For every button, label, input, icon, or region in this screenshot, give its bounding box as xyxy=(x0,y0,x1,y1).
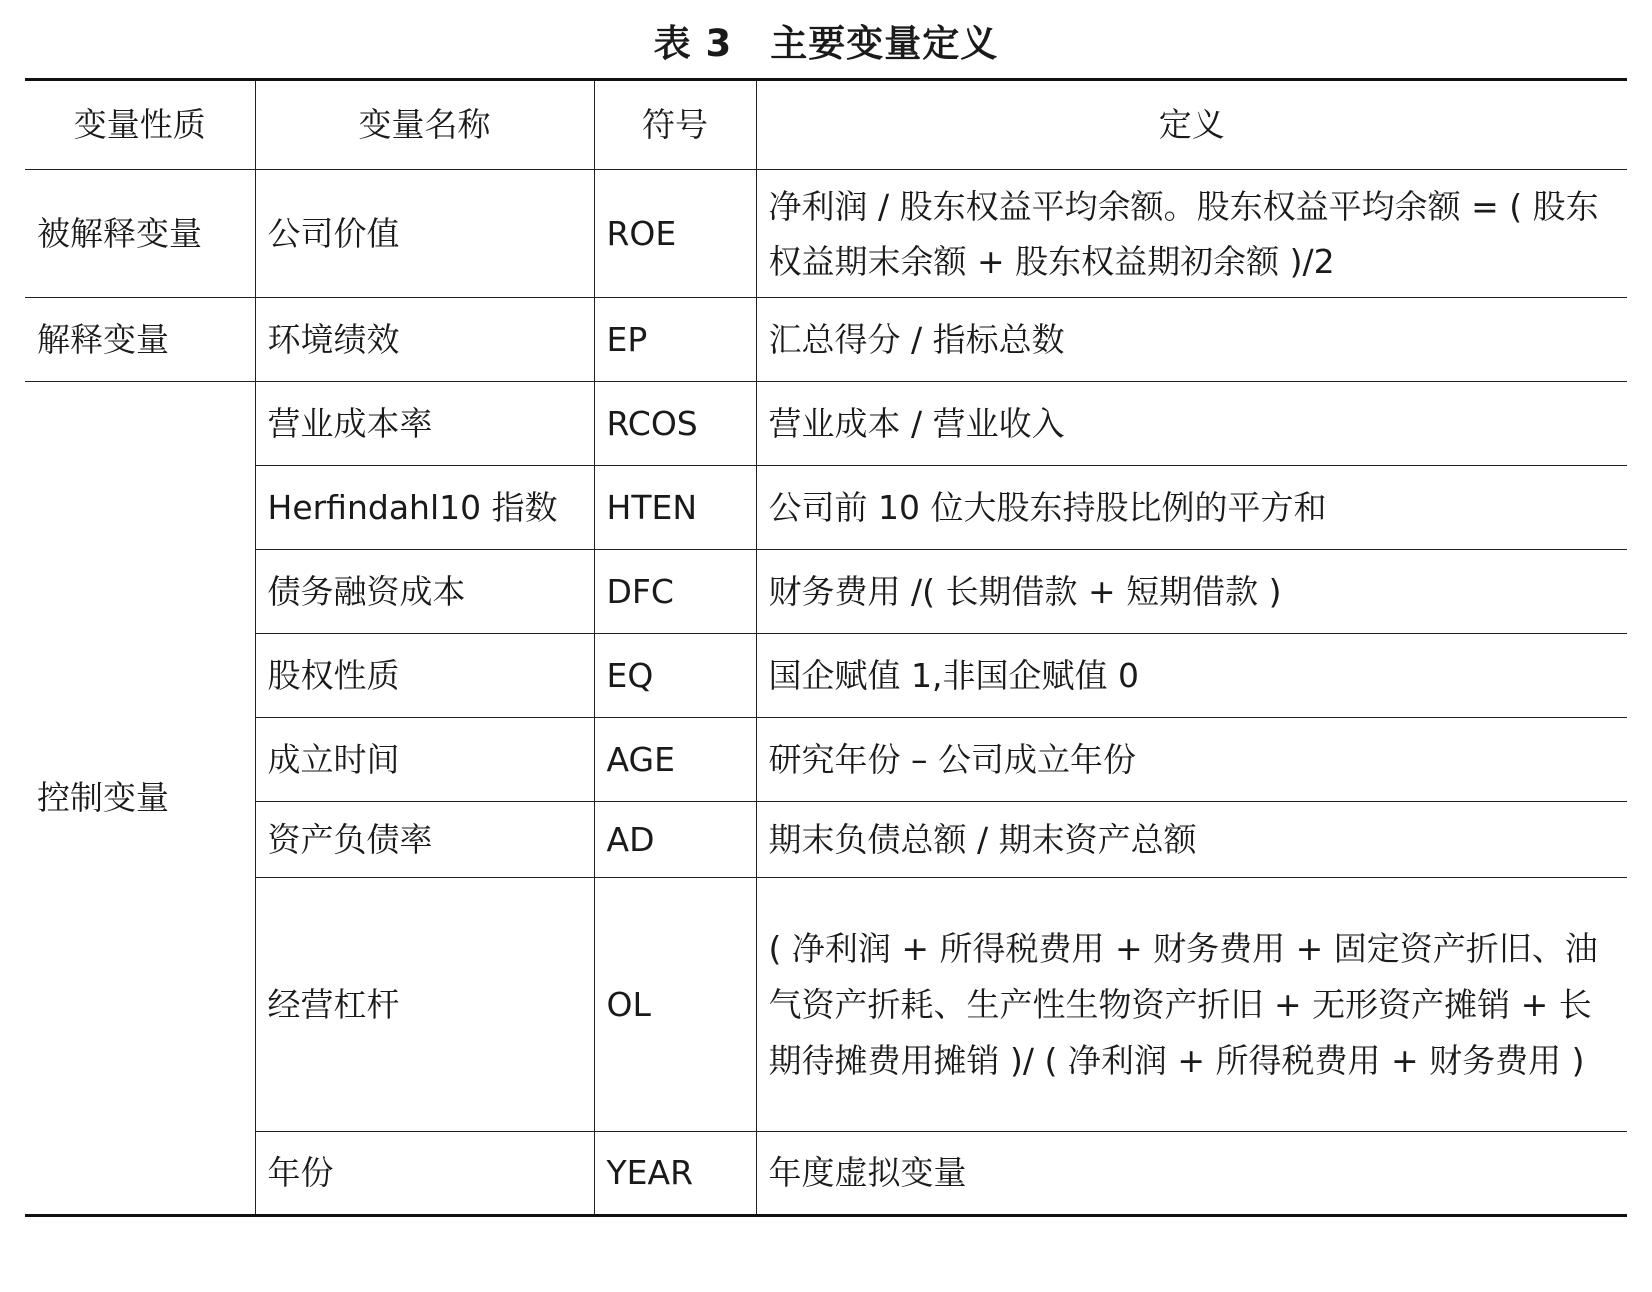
header-definition: 定义 xyxy=(756,80,1627,170)
variable-definition: 年度虚拟变量 xyxy=(756,1132,1627,1216)
variable-name: Herfindahl10 指数 xyxy=(255,466,594,550)
variable-name: 资产负债率 xyxy=(255,802,594,878)
header-name: 变量名称 xyxy=(255,80,594,170)
variable-definition: 研究年份 – 公司成立年份 xyxy=(756,718,1627,802)
header-symbol: 符号 xyxy=(594,80,756,170)
variable-name: 经营杠杆 xyxy=(255,878,594,1132)
header-nature: 变量性质 xyxy=(25,80,255,170)
table-row xyxy=(25,802,1627,878)
variable-symbol: ROE xyxy=(594,170,756,298)
table-row xyxy=(25,170,1627,298)
group-explanatory: 解释变量 xyxy=(25,298,255,382)
table-row xyxy=(25,466,1627,550)
table-row xyxy=(25,298,1627,382)
variable-name: 环境绩效 xyxy=(255,298,594,382)
variable-definition: 国企赋值 1,非国企赋值 0 xyxy=(756,634,1627,718)
variable-name: 营业成本率 xyxy=(255,382,594,466)
variable-name: 债务融资成本 xyxy=(255,550,594,634)
variable-name: 成立时间 xyxy=(255,718,594,802)
variable-definition: ( 净利润 + 所得税费用 + 财务费用 + 固定资产折旧、油气资产折耗、生产性生物资产折旧 + 无形资产摊销 + 长期待摊费用摊销 )/ ( 净利润 + 所得税费用 + 财务费用 ) xyxy=(756,878,1627,1132)
variable-symbol: HTEN xyxy=(594,466,756,550)
variable-symbol: OL xyxy=(594,878,756,1132)
table-row xyxy=(25,878,1627,1132)
group-control: 控制变量 xyxy=(25,382,255,1216)
variable-symbol: DFC xyxy=(594,550,756,634)
variable-symbol: EQ xyxy=(594,634,756,718)
variable-definition: 期末负债总额 / 期末资产总额 xyxy=(756,802,1627,878)
variable-definition: 净利润 / 股东权益平均余额。股东权益平均余额 = ( 股东权益期末余额 + 股东权益期初余额 )/2 xyxy=(756,170,1627,298)
variable-symbol: RCOS xyxy=(594,382,756,466)
variable-symbol: AD xyxy=(594,802,756,878)
variable-definition: 公司前 10 位大股东持股比例的平方和 xyxy=(756,466,1627,550)
variable-symbol: EP xyxy=(594,298,756,382)
variable-definition-table xyxy=(25,78,1627,1217)
variable-name: 年份 xyxy=(255,1132,594,1216)
variable-symbol: YEAR xyxy=(594,1132,756,1216)
variable-definition: 汇总得分 / 指标总数 xyxy=(756,298,1627,382)
variable-definition: 财务费用 /( 长期借款 + 短期借款 ) xyxy=(756,550,1627,634)
table-row xyxy=(25,382,1627,466)
table-row xyxy=(25,1132,1627,1216)
table-row xyxy=(25,718,1627,802)
variable-definition: 营业成本 / 营业收入 xyxy=(756,382,1627,466)
group-explained: 被解释变量 xyxy=(25,170,255,298)
table-title: 表 3 主要变量定义 xyxy=(653,22,999,65)
table-row xyxy=(25,634,1627,718)
variable-name: 股权性质 xyxy=(255,634,594,718)
variable-symbol: AGE xyxy=(594,718,756,802)
header-row xyxy=(25,80,1627,170)
variable-name: 公司价值 xyxy=(255,170,594,298)
table-row xyxy=(25,550,1627,634)
